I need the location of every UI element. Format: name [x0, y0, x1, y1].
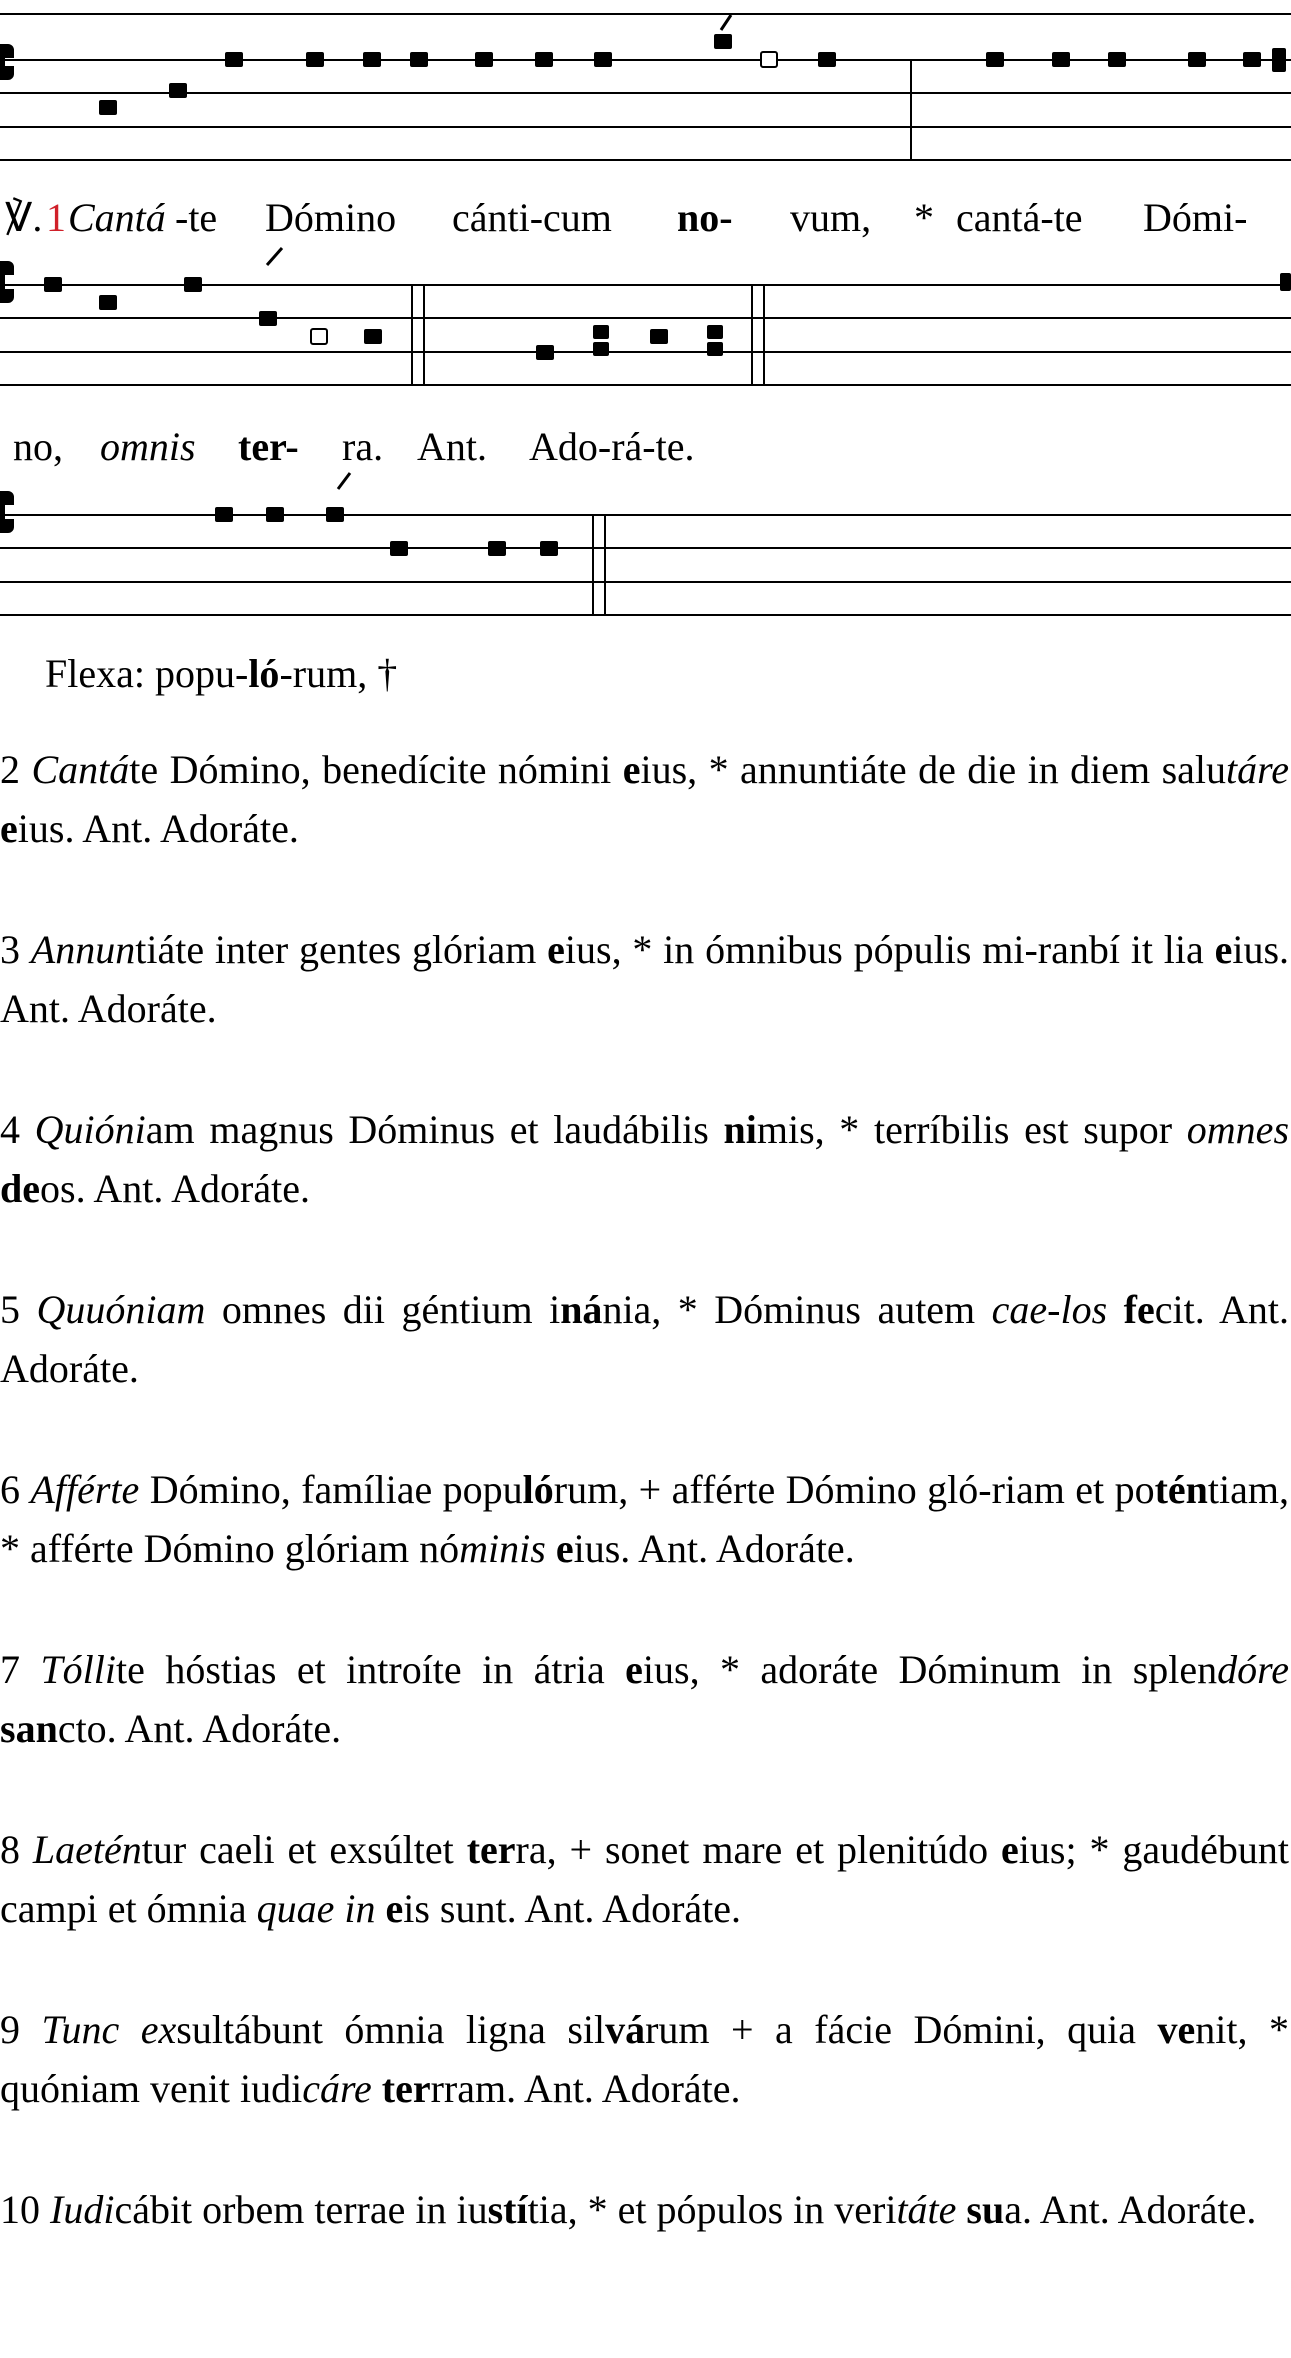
verse-text: Quióni — [34, 1107, 146, 1152]
verse-text: de — [0, 1166, 40, 1211]
verse-7 — [0, 1640, 1291, 1758]
verse-text: Afférte — [30, 1467, 140, 1512]
syllable: vum, — [790, 195, 872, 240]
lyric-line-1 — [0, 194, 1291, 242]
verse-8 — [0, 1820, 1291, 1938]
verse-text: tén — [1154, 1467, 1208, 1512]
verse-text: stí — [487, 2187, 528, 2232]
verse-text: ius; * gaudébunt campi et ómnia — [0, 1827, 1290, 1931]
verse-text: sultábunt ómnia ligna sil — [176, 2007, 606, 2052]
verse-text: tiáte inter gentes glóriam — [135, 927, 548, 972]
verse-text: Tólli — [40, 1647, 117, 1692]
verse-text: tur caeli et exsúltet — [141, 1827, 467, 1872]
verse-number: 4 — [0, 1107, 20, 1152]
verse-text: ius. Ant. Adoráte. — [0, 927, 1290, 1031]
verse-text: ter — [381, 2066, 431, 2111]
verse-text: Annun — [30, 927, 136, 972]
dagger-mark: † — [377, 651, 398, 696]
verse-number: 6 — [0, 1467, 20, 1512]
verse-text: ve — [1157, 2007, 1196, 2052]
verse-text: nit, * quóniam venit iudi — [0, 2007, 1289, 2111]
verse-text: rram. Ant. Adoráte. — [430, 2066, 741, 2111]
verse-text: e — [0, 806, 18, 851]
verse-text: Dómino, famíliae popu — [139, 1467, 523, 1512]
chant-staff-3 — [0, 472, 1291, 622]
verse-text: os. Ant. Adoráte. — [40, 1166, 310, 1211]
verse-text: ná — [560, 1287, 603, 1332]
verse-text: ius, * adoráte Dóminum in splen — [642, 1647, 1218, 1692]
verse-2 — [0, 740, 1291, 858]
verse-3 — [0, 920, 1291, 1038]
verse-text: am magnus Dóminus et laudábilis — [145, 1107, 724, 1152]
syllable: omnis — [100, 424, 196, 469]
verse-text — [956, 2187, 966, 2232]
verse-number: 2 — [0, 747, 20, 792]
verse-text: omnes dii géntium i — [205, 1287, 561, 1332]
verse-number: 1 — [46, 195, 66, 240]
verse-text: nia, * Dóminus autem — [602, 1287, 992, 1332]
verse-text: e — [1001, 1827, 1019, 1872]
verse-text: su — [966, 2187, 1005, 2232]
verse-5 — [0, 1280, 1291, 1398]
verse-text: Iudi — [50, 2187, 115, 2232]
verse-text: tiam, * afférte Dómino glóriam nó — [0, 1467, 1290, 1571]
verse-text: cit. Ant. Adoráte. — [0, 1287, 1289, 1391]
flexa-label: Flexa: — [45, 651, 145, 696]
verse-10 — [0, 2180, 1291, 2239]
flexa-line — [45, 650, 397, 698]
verse-text: cae-los — [991, 1287, 1108, 1332]
verse-number: 8 — [0, 1827, 20, 1872]
syllable: Dómi- — [1143, 195, 1248, 240]
verse-6 — [0, 1460, 1291, 1578]
verse-text: omnes — [1186, 1107, 1290, 1152]
verse-text: te hóstias et introíte in átria — [116, 1647, 626, 1692]
verse-text: ló — [522, 1467, 554, 1512]
verse-text: rum, + afférte Dómino gló-riam et po — [553, 1467, 1155, 1512]
verse-text: táre — [1226, 747, 1289, 792]
syllable: cánti-cum — [452, 195, 612, 240]
chant-staff-2 — [0, 245, 1291, 390]
verse-text: ter — [466, 1827, 516, 1872]
verse-text: rum + a fácie Dómini, quia — [645, 2007, 1158, 2052]
verse-text: cáre — [302, 2066, 372, 2111]
verse-4 — [0, 1100, 1291, 1218]
verse-text: minis — [459, 1526, 546, 1571]
syllable: Cantá — [68, 195, 166, 240]
verse-text — [375, 1886, 385, 1931]
verse-text: ra, + sonet mare et plenitúdo — [515, 1827, 1001, 1872]
verse-text: e — [1214, 927, 1233, 972]
syllable: ra. — [342, 424, 384, 469]
syllable: cantá-te — [956, 195, 1083, 240]
verse-number: 9 — [0, 2007, 20, 2052]
verse-text: mis, * terríbilis est supor — [756, 1107, 1187, 1152]
verse-number: 3 — [0, 927, 20, 972]
verse-text: Quuóniam — [36, 1287, 206, 1332]
verse-text — [1107, 1287, 1123, 1332]
verse-text: te Dómino, benedícite nómini — [129, 747, 623, 792]
verse-text: san — [0, 1706, 58, 1751]
verse-text: e — [555, 1526, 574, 1571]
verse-text: is sunt. Ant. Adoráte. — [403, 1886, 742, 1931]
verse-text: e — [625, 1647, 643, 1692]
verse-text: dóre — [1217, 1647, 1290, 1692]
verse-text: ius. Ant. Adoráte. — [573, 1526, 855, 1571]
syllable: no, — [13, 424, 63, 469]
verse-text: vá — [605, 2007, 646, 2052]
syllable: Ado-rá-te. — [529, 424, 695, 469]
verse-text: fe — [1123, 1287, 1155, 1332]
verse-text: cábit orbem terrae in iu — [114, 2187, 488, 2232]
verse-number: 7 — [0, 1647, 20, 1692]
syllable: no- — [677, 195, 733, 240]
verse-text: ius, * annuntiáte de die in diem salu — [640, 747, 1227, 792]
verse-number: 5 — [0, 1287, 20, 1332]
psalm-verses — [0, 740, 1291, 2301]
verse-text: ni — [723, 1107, 757, 1152]
verse-text: ius, * in ómnibus pópulis mi-ranbí it lia — [564, 927, 1215, 972]
verse-text: e — [547, 927, 565, 972]
verse-text: e — [385, 1886, 404, 1931]
syllable: ter- — [238, 424, 299, 469]
flexa-text: popu-ló-rum, — [154, 651, 368, 696]
verse-text — [546, 1526, 556, 1571]
verse-text: táte — [896, 2187, 957, 2232]
verse-text: a. Ant. Adoráte. — [1004, 2187, 1257, 2232]
syllable: -te — [175, 195, 218, 240]
verse-text: Tunc ex — [41, 2007, 177, 2052]
lyric-line-2 — [0, 423, 1291, 471]
verse-text — [372, 2066, 382, 2111]
verse-text: cto. Ant. Adoráte. — [57, 1706, 342, 1751]
asterisk: * — [914, 195, 934, 240]
verse-text: e — [622, 747, 641, 792]
syllable: Ant. — [417, 424, 487, 469]
verse-9 — [0, 2000, 1291, 2118]
chant-staff-1 — [0, 0, 1291, 165]
verse-text: tia, * et pópulos in veri — [527, 2187, 897, 2232]
verse-text: Cantá — [31, 747, 130, 792]
verse-text: ius. Ant. Adoráte. — [17, 806, 299, 851]
verse-text: quae in — [256, 1886, 376, 1931]
syllable: Dómino — [265, 195, 397, 240]
versicle-symbol: ℣. — [5, 195, 43, 240]
verse-number: 10 — [0, 2187, 40, 2232]
verse-text: Laetén — [32, 1827, 142, 1872]
